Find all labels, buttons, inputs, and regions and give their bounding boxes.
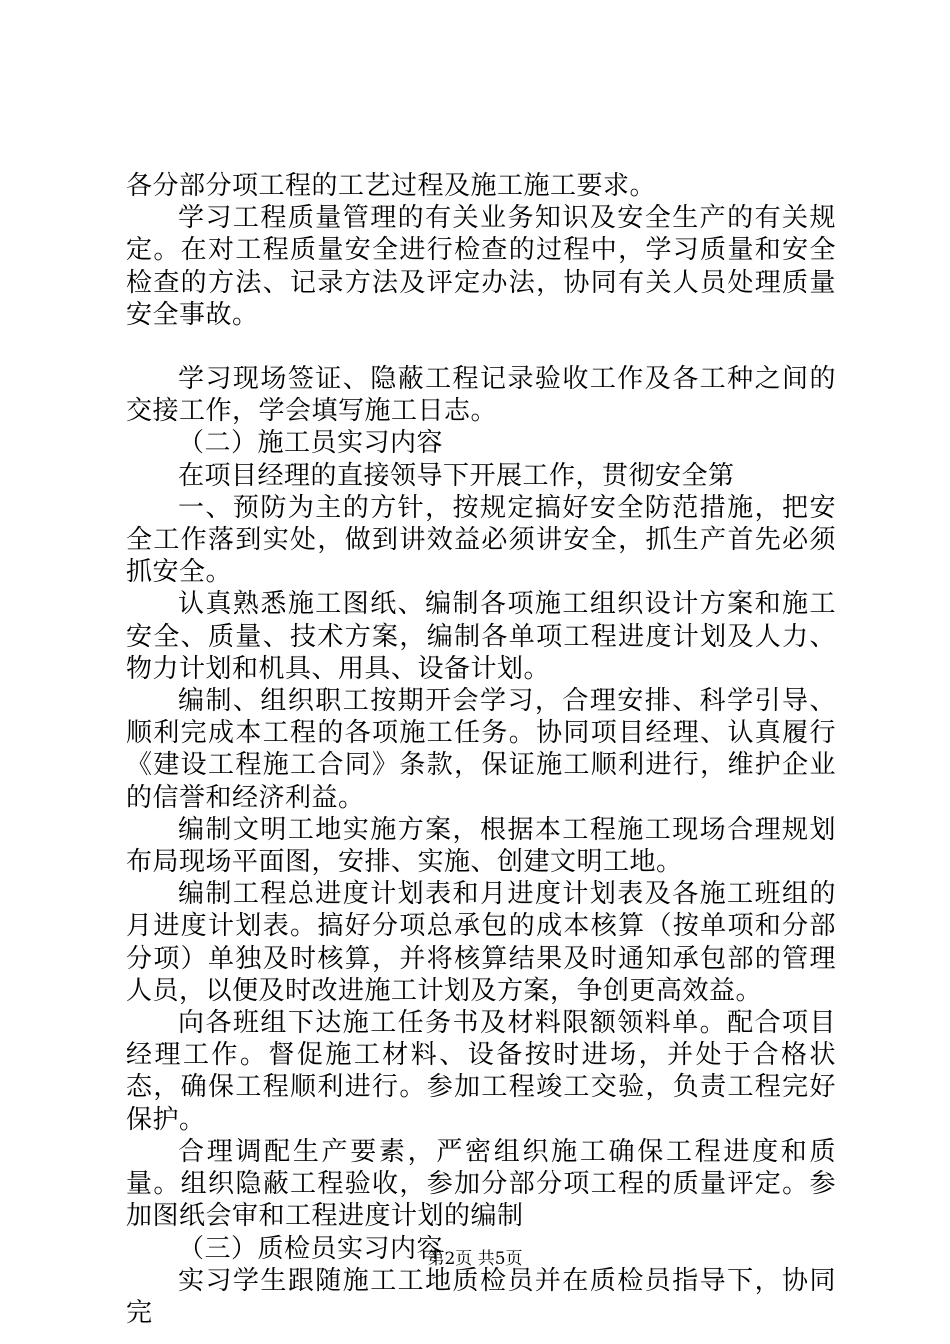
paragraph-inspector-assist: 实习学生跟随施工工地质检员并在质检员指导下，协同完 <box>126 1265 836 1328</box>
paragraph-quality-safety-study: 学习工程质量管理的有关业务知识及安全生产的有关规定。在对工程质量安全进行检查的过程中，学习质量和安全检查的方法、记录方法及评定办法，协同有关人员处理质量安全事故。 <box>126 203 836 330</box>
paragraph-drawings-plans: 认真熟悉施工图纸、编制各项施工组织设计方案和施工安全、质量、技术方案，编制各单项工程进度计划及人力、物力计划和机具、用具、设备计划。 <box>126 589 836 684</box>
paragraph-site-visa-study: 学习现场签证、隐蔽工程记录验收工作及各工种之间的交接工作，学会填写施工日志。 <box>126 364 836 427</box>
section-heading-quality-inspector: （三）质检员实习内容 <box>178 1233 444 1264</box>
document-body <box>126 170 836 1329</box>
paragraph-organize-staff: 编制、组织职工按期开会学习，合理安排、科学引导、顺利完成本工程的各项施工任务。协同项目经理、认真履行《建设工程施工合同》条款，保证施工顺利进行，维护企业的信誉和经济利益。 <box>126 686 836 813</box>
paragraph-production-factors: 合理调配生产要素，严密组织施工确保工程进度和质量。组织隐蔽工程验收，参加分部分项工程的质量评定。参加图纸会审和工程进度计划的编制 <box>126 1136 836 1232</box>
paragraph-safety-policy: 一、预防为主的方针，按规定搞好安全防范措施，把安全工作落到实处，做到讲效益必须讲安全，抓生产首先必须抓安全。 <box>126 492 836 588</box>
paragraph-continuation: 各分部分项工程的工艺过程及施工施工要求。 <box>126 171 657 201</box>
paragraph-schedule-cost: 编制工程总进度计划表和月进度计划表及各施工班组的月进度计划表。搞好分项总承包的成本核算（按单项和分部分项）单独及时核算，并将核算结果及时通知承包部的管理人员，以便及时改进施工计划及方案，争创更高效益。 <box>126 879 836 1006</box>
paragraph-civilized-site: 编制文明工地实施方案，根据本工程施工现场合理规划布局现场平面图，安排、实施、创建文明工地。 <box>126 814 836 878</box>
page-footer <box>0 1244 950 1269</box>
paragraph-task-orders: 向各班组下达施工任务书及材料限额领料单。配合项目经理工作。督促施工材料、设备按时进场，并处于合格状态，确保工程顺利进行。参加工程竣工交验，负责工程完好保护。 <box>126 1008 836 1135</box>
paragraph-project-manager-lead: 在项目经理的直接领导下开展工作，贯彻安全第 <box>178 460 735 491</box>
section-heading-construction-worker: （二）施工员实习内容 <box>178 428 444 459</box>
page-number: 第2页 共5页 <box>427 1249 523 1269</box>
